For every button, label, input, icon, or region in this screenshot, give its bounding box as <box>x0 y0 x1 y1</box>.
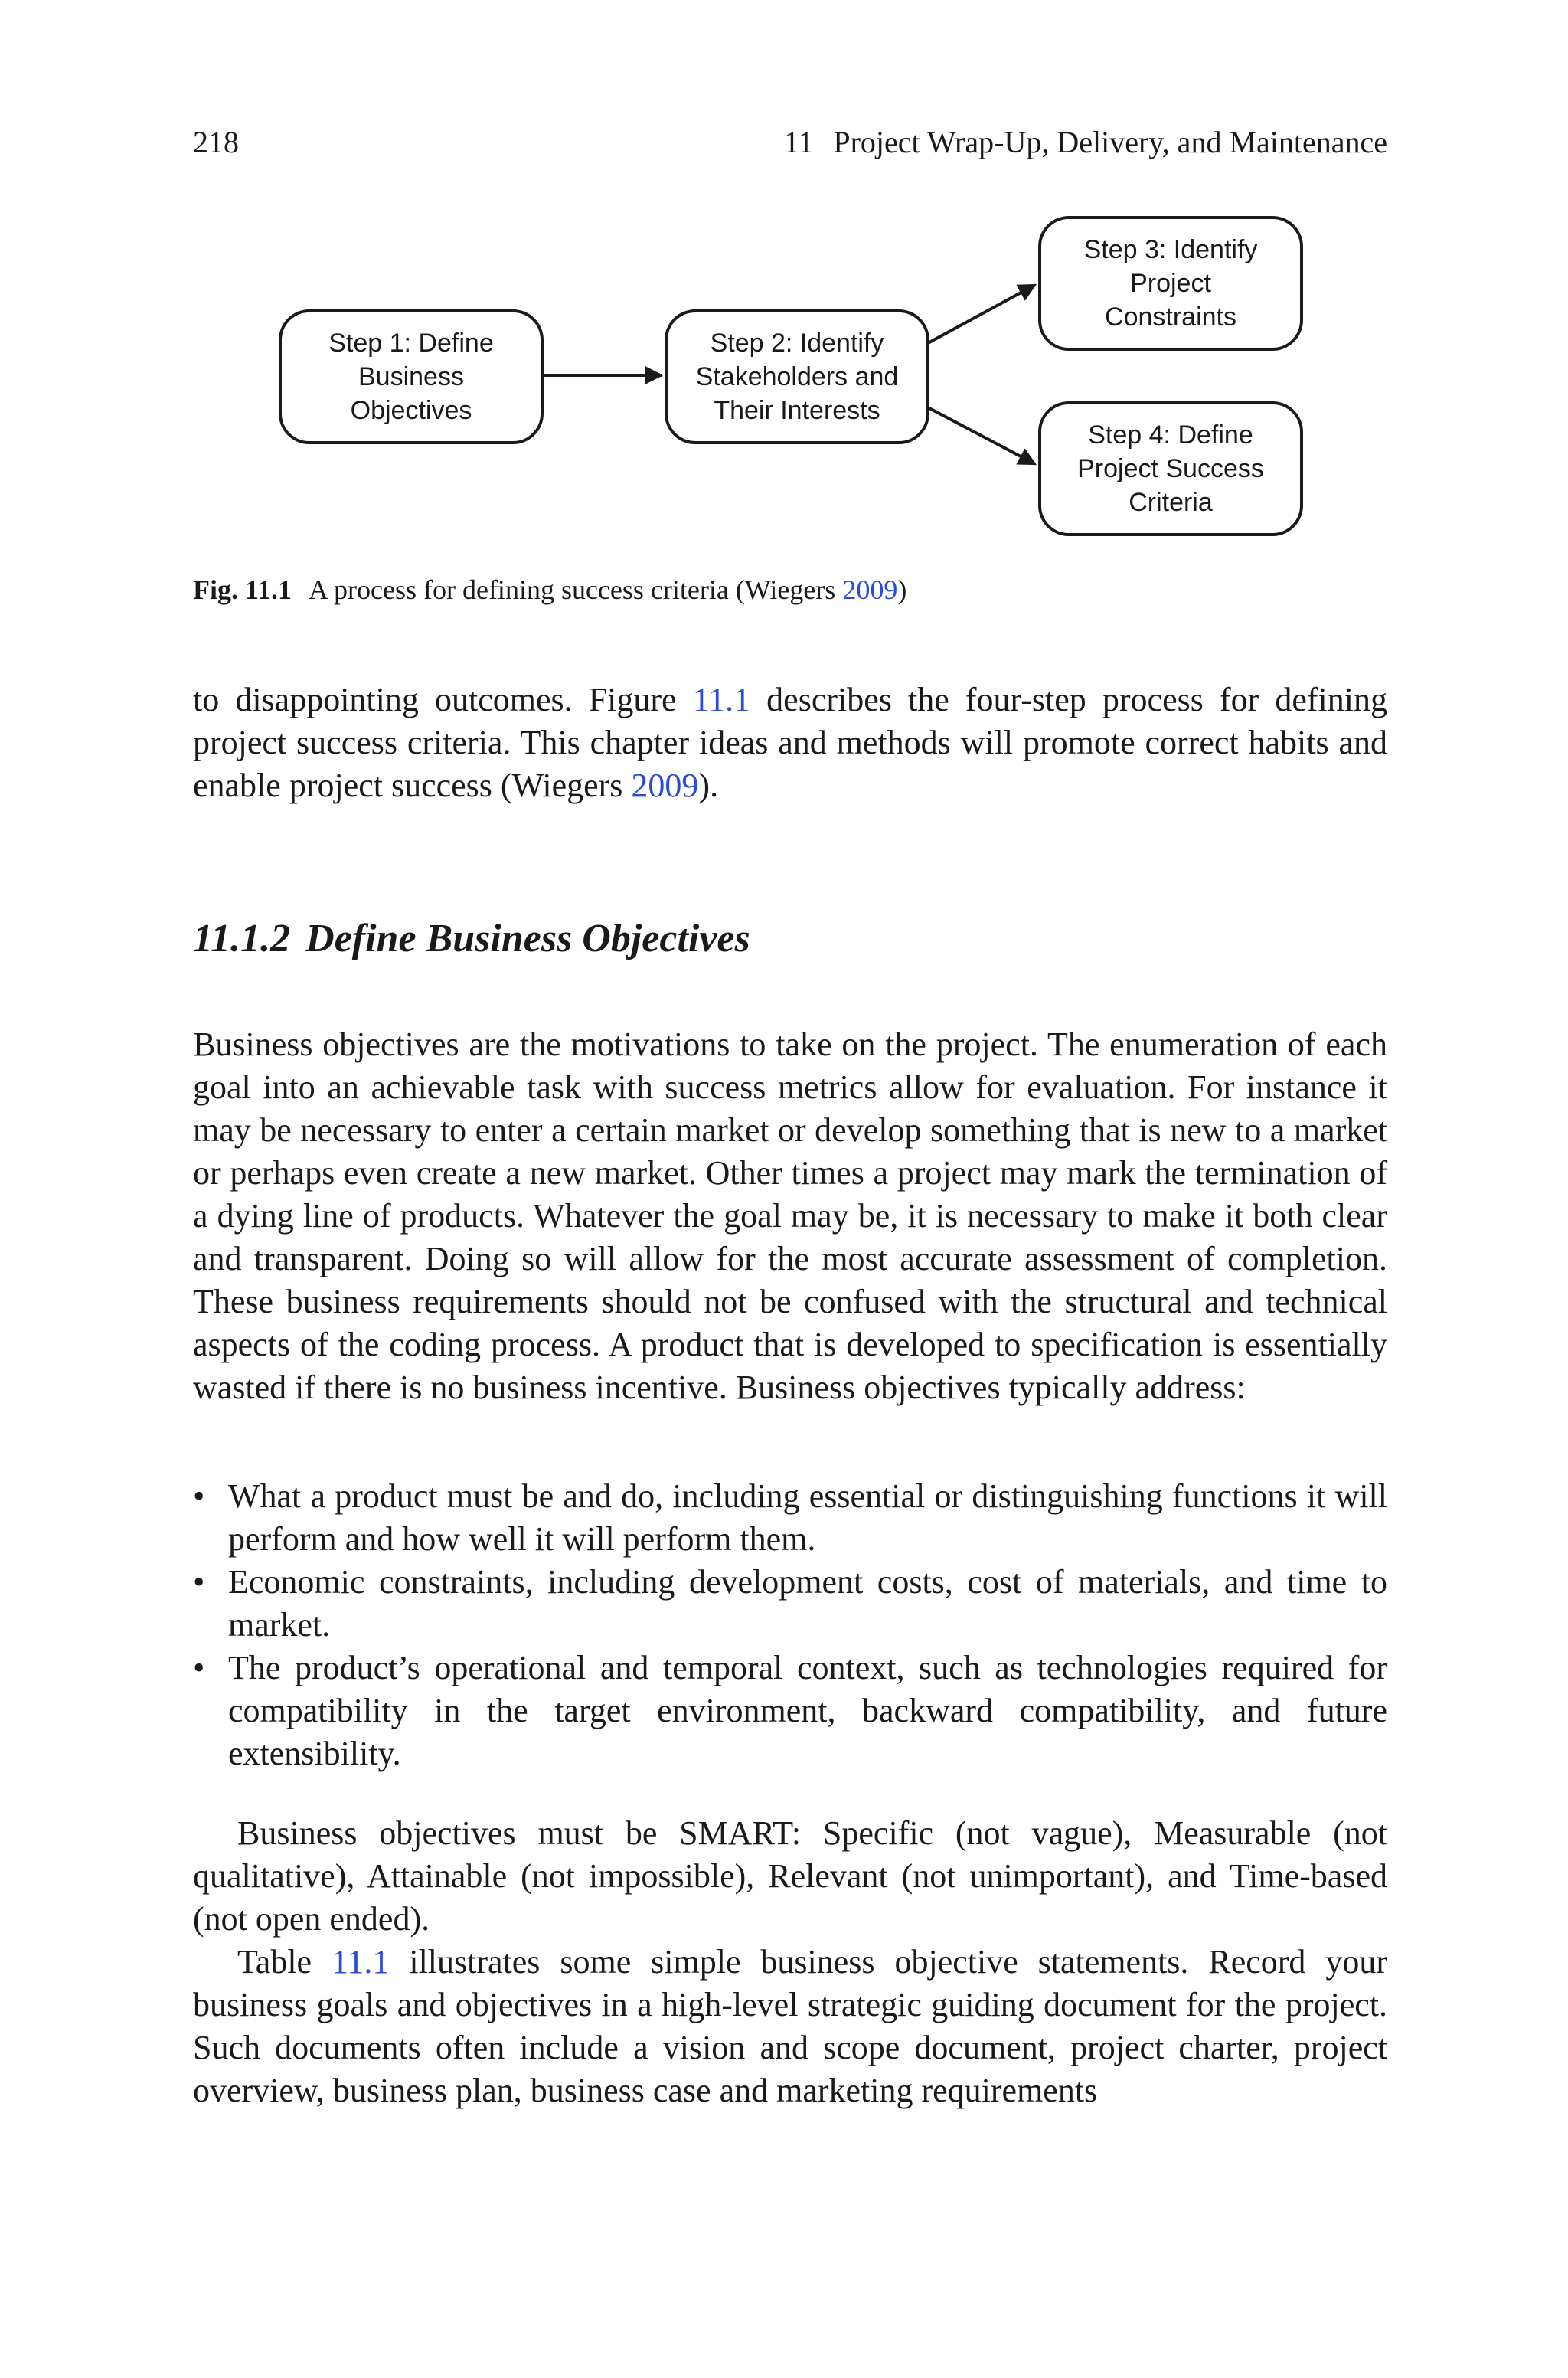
paragraph-table-reference <box>193 1941 1387 2112</box>
arrow-step2-to-step3 <box>928 285 1035 343</box>
para1-text-3: ). <box>698 767 719 804</box>
table-reference-link[interactable]: 11.1 <box>332 1943 390 1981</box>
list-item-text: What a product must be and do, including essential or distinguishing functions it will perform and how well it will perform them. <box>228 1477 1387 1558</box>
paragraph-smart: Business objectives must be SMART: Specific (not vague), Measurable (not qualitative), Attainable (not impossible), Relevant (not unimportant), and Time-based (not open ended). <box>193 1814 1387 1938</box>
paragraph-business-objectives: Business objectives are the motivations to take on the project. The enumeration of each goal into an achievable task with success metrics allow for evaluation. For instance it may be necessary to enter a certain market or develop something that is new to a market or perhaps even create a new market. Other times a project may mark the termination of a dying line of products. Whatever the goal may be, it is necessary to make it both clear and transparent. Doing so will allow for the most accurate assessment of completion. These business requirements should not be confused with the structural and technical aspects of the coding process. A product that is developed to specification is essentially wasted if there is no business incentive. Business objectives typically address: <box>193 1025 1387 1406</box>
step3-box: Step 3: Identify Project Constraints <box>1038 216 1303 351</box>
list-item-text: The product’s operational and temporal context, such as technologies required for compatibility in the target environment, backward compatibility, and future extensibility. <box>228 1649 1387 1772</box>
header-chapter-number: 11 <box>783 125 814 159</box>
section-heading <box>193 916 750 962</box>
figure-label: Fig. 11.1 <box>193 574 292 605</box>
paragraph-intro <box>193 679 1387 807</box>
bullet-icon: • <box>193 1477 205 1515</box>
caption-text: A process for defining success criteria (Wiegers <box>309 574 843 605</box>
list-item <box>193 1475 1387 1561</box>
page-number: 218 <box>193 125 239 159</box>
figure-11-1 <box>0 0 1568 551</box>
figure-reference-link[interactable]: 11.1 <box>692 681 751 718</box>
list-item <box>193 1647 1387 1775</box>
arrow-step2-to-step4 <box>928 407 1035 464</box>
para4-text-2: illustrates some simple business objective statements. Record your business goals and objectives in a high-level strategic guiding document for the project. Such documents often include a vision and scope document, project charter, project overview, business plan, business case and marketing requirements <box>193 1943 1387 2109</box>
caption-citation-link[interactable]: 2009 <box>842 574 898 605</box>
objectives-bullet-list <box>193 1475 1387 1775</box>
caption-close: ) <box>897 574 907 605</box>
para1-text-2: describes the four-step process for defining project success criteria. This chapter ideas and methods will promote correct habits and enable project success (Wiegers <box>193 681 1387 804</box>
header-chapter-title: Project Wrap-Up, Delivery, and Maintenance <box>833 125 1387 159</box>
step4-box: Step 4: Define Project Success Criteria <box>1038 401 1303 536</box>
bullet-icon: • <box>193 1649 205 1686</box>
bullet-icon: • <box>193 1563 205 1601</box>
list-item-text: Economic constraints, including development costs, cost of materials, and time to market. <box>228 1563 1387 1644</box>
step2-box: Step 2: Identify Stakeholders and Their Interests <box>665 309 929 444</box>
para4-text-1: Table <box>237 1943 332 1981</box>
citation-link[interactable]: 2009 <box>631 767 699 804</box>
section-title: Define Business Objectives <box>305 917 750 960</box>
para1-text-1: to disappointing outcomes. Figure <box>193 681 693 718</box>
list-item <box>193 1561 1387 1647</box>
flow-arrows <box>0 0 1568 551</box>
figure-caption <box>193 573 906 607</box>
step1-box: Step 1: Define Business Objectives <box>279 309 544 444</box>
section-number: 11.1.2 <box>193 917 291 960</box>
